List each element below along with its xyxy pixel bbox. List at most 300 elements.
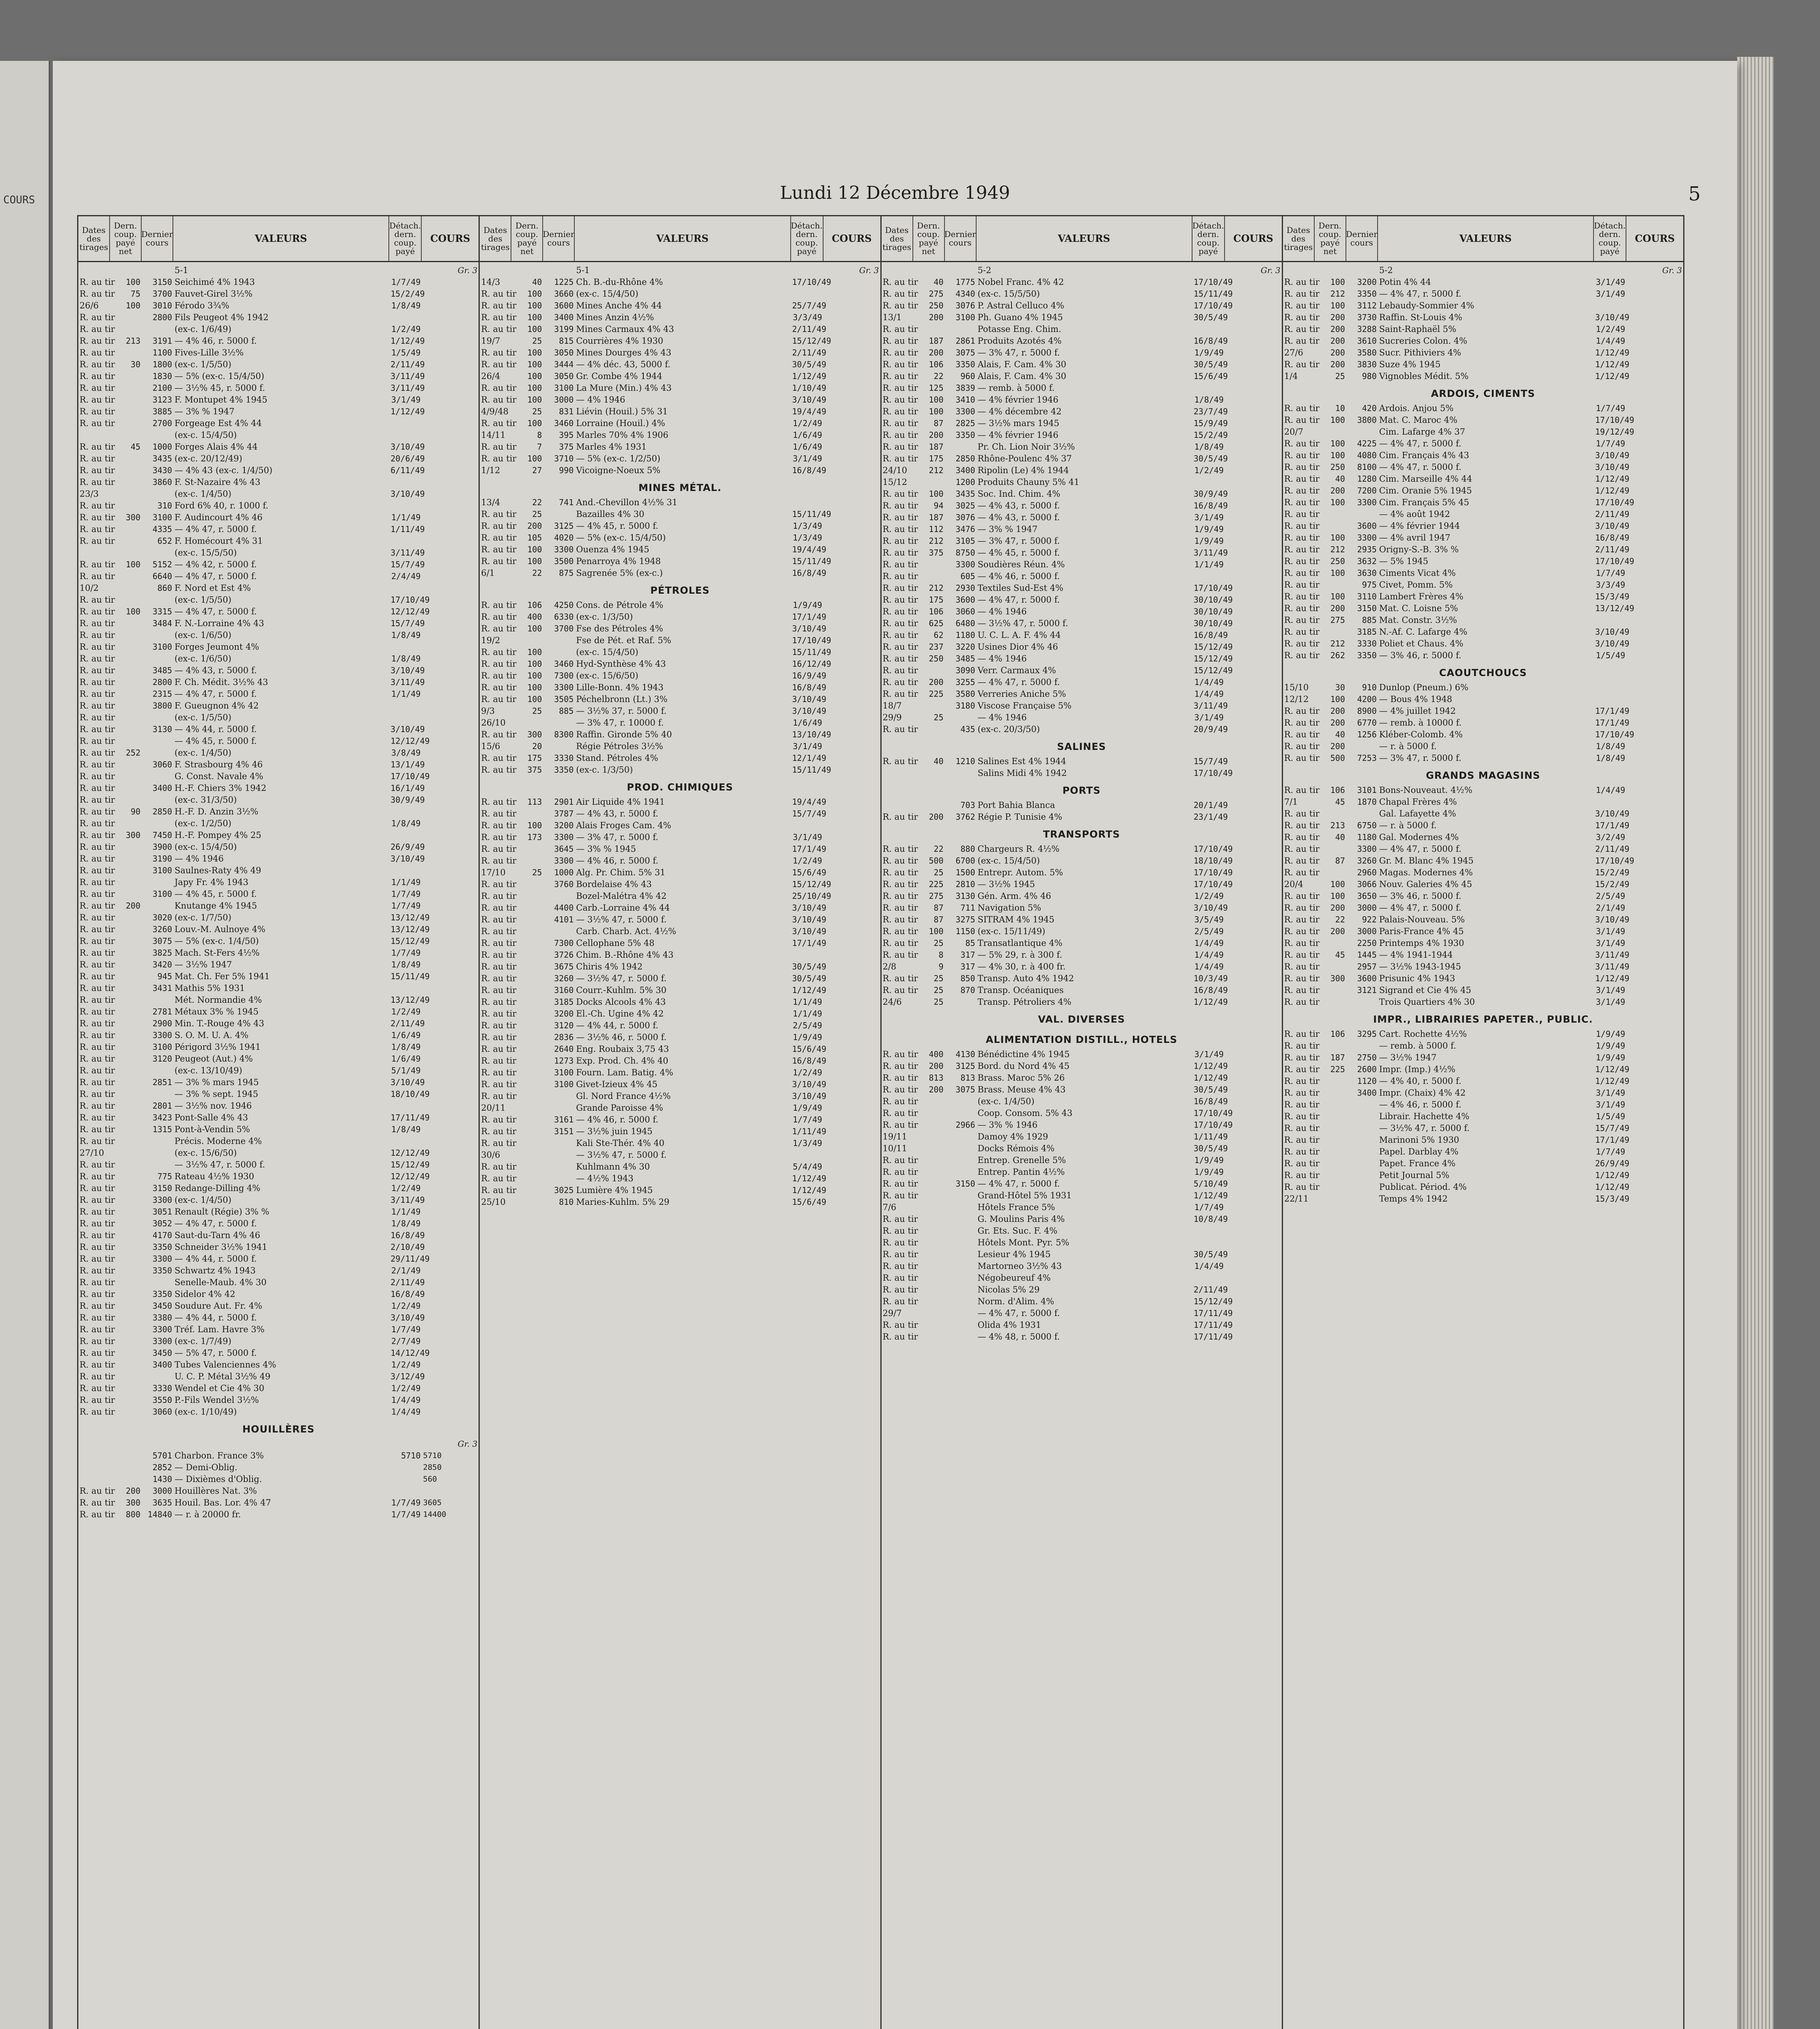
table-row bbox=[480, 658, 880, 670]
cell-date: R. au tir bbox=[1284, 856, 1320, 866]
cell-last-price bbox=[945, 1213, 977, 1225]
cell-coupon: 100 bbox=[527, 545, 542, 554]
cell-last-price: 3100 bbox=[554, 383, 574, 393]
cell-coupon: 200 bbox=[929, 1085, 944, 1094]
cell-price bbox=[422, 359, 479, 370]
cell-detach: 1/12/49 bbox=[792, 985, 826, 995]
table-row bbox=[78, 523, 479, 535]
cell-last-price: 3300 bbox=[955, 407, 975, 416]
cell-last-price: 815 bbox=[559, 336, 574, 346]
cell-coupon: 22 bbox=[532, 498, 542, 507]
table-row bbox=[882, 973, 1282, 984]
cell-coupon: 100 bbox=[125, 560, 140, 569]
table-row bbox=[480, 441, 880, 453]
cell-coupon bbox=[511, 635, 543, 646]
cell-detach: 1/8/49 bbox=[391, 1219, 421, 1228]
cell-detach: 3/10/49 bbox=[792, 624, 826, 633]
header-dates: Dates des tirages bbox=[78, 216, 110, 261]
cell-coupon bbox=[110, 1473, 142, 1485]
cell-price bbox=[1626, 820, 1683, 831]
cell-coupon bbox=[1315, 508, 1346, 520]
cell-coupon: 200 bbox=[1330, 741, 1345, 751]
cell-price bbox=[824, 820, 880, 831]
cell-last-price: 3200 bbox=[554, 1009, 574, 1019]
cell-date: R. au tir bbox=[481, 289, 517, 299]
cell-detach: 1/5/49 bbox=[391, 348, 421, 358]
table-row bbox=[882, 1107, 1282, 1119]
cell-last-price: 703 bbox=[960, 800, 975, 810]
cell-date: 7/6 bbox=[882, 1202, 897, 1212]
cell-last-price: 3460 bbox=[554, 418, 574, 428]
cell-detach: 30/9/49 bbox=[1193, 489, 1228, 499]
cell-last-price: 1830 bbox=[152, 371, 172, 381]
cell-date: R. au tir bbox=[882, 1191, 918, 1200]
table-row bbox=[480, 567, 880, 579]
cell-price bbox=[1626, 1099, 1683, 1111]
cell-detach: 3/1/49 bbox=[1596, 1088, 1625, 1098]
cell-date: R. au tir bbox=[1284, 1147, 1320, 1157]
cell-coupon bbox=[511, 1173, 543, 1185]
cell-coupon bbox=[1315, 1134, 1346, 1146]
cell-last-price: 3800 bbox=[1357, 415, 1377, 425]
cell-security: Chim. B.-Rhône 4% 43 bbox=[576, 950, 674, 960]
cell-last-price: 885 bbox=[1362, 615, 1377, 625]
cell-coupon: 100 bbox=[929, 926, 944, 936]
cell-price bbox=[422, 1253, 479, 1265]
cell-last-price: 3090 bbox=[955, 666, 975, 675]
table-row bbox=[78, 1030, 479, 1041]
cell-detach: 2/11/49 bbox=[792, 324, 826, 334]
cell-detach: 3/1/49 bbox=[793, 454, 822, 463]
cell-detach: 1/12/49 bbox=[1595, 360, 1630, 369]
cell-date: R. au tir bbox=[481, 683, 517, 692]
cell-price bbox=[824, 323, 880, 335]
cell-price bbox=[1225, 1213, 1282, 1225]
table-row bbox=[480, 879, 880, 890]
cell-last-price: 3300 bbox=[152, 1336, 172, 1346]
cell-date: R. au tir bbox=[481, 312, 517, 322]
table-row bbox=[480, 429, 880, 441]
table-row bbox=[1283, 705, 1683, 717]
cell-date: R. au tir bbox=[80, 571, 115, 581]
cell-price bbox=[1225, 1131, 1282, 1143]
cell-date: R. au tir bbox=[80, 642, 115, 652]
header-last-coupon: Dern. coup. payé net bbox=[913, 216, 945, 261]
cell-date: R. au tir bbox=[481, 891, 517, 901]
cell-price bbox=[824, 359, 880, 370]
header-detach: Détach. dern. coup. payé bbox=[389, 216, 422, 261]
cell-date: R. au tir bbox=[80, 312, 115, 322]
cell-security: Stand. Pétroles 4% bbox=[576, 753, 658, 763]
cell-security: — 4% 46, r. 5000 f. bbox=[977, 571, 1060, 581]
cell-last-price: 4200 bbox=[1357, 694, 1377, 704]
cell-price bbox=[824, 556, 880, 567]
cell-date: R. au tir bbox=[1284, 1123, 1320, 1133]
cell-price bbox=[824, 441, 880, 453]
cell-security: — 3% % 1946 bbox=[977, 1120, 1038, 1130]
cell-last-price: 3420 bbox=[152, 960, 172, 969]
cell-coupon bbox=[511, 843, 543, 855]
table-row bbox=[78, 1159, 479, 1171]
cell-price bbox=[824, 705, 880, 717]
cell-detach: 1/4/49 bbox=[1194, 962, 1224, 971]
cell-date: R. au tir bbox=[80, 677, 115, 687]
cell-security: Lorraine (Houil.) 4% bbox=[576, 418, 665, 428]
cell-price bbox=[1225, 418, 1282, 429]
cell-date: R. au tir bbox=[481, 442, 517, 452]
cell-date: R. au tir bbox=[80, 1254, 115, 1264]
cell-detach: 3/10/49 bbox=[792, 706, 826, 716]
section-heading: CAOUTCHOUCS bbox=[1439, 667, 1527, 678]
cell-security: Raffin. Gironde 5% 40 bbox=[576, 730, 672, 739]
cell-security: — 3½% 47, r. 5000 f. bbox=[977, 618, 1068, 628]
cell-security: Marles 70% 4% 1906 bbox=[576, 430, 668, 440]
cell-last-price: 3220 bbox=[955, 642, 975, 652]
cell-coupon: 100 bbox=[1330, 568, 1345, 578]
cell-detach: 17/1/49 bbox=[1595, 706, 1630, 716]
cell-detach bbox=[389, 1135, 422, 1147]
cell-detach: 1/12/49 bbox=[1193, 1073, 1228, 1083]
cell-date: R. au tir bbox=[1284, 938, 1320, 948]
cell-date: 14/3 bbox=[481, 277, 500, 287]
cell-coupon: 100 bbox=[125, 607, 140, 616]
cell-last-price bbox=[142, 1438, 173, 1450]
header-detach: Détach. dern. coup. payé bbox=[1594, 216, 1626, 261]
cell-last-price: 3450 bbox=[152, 1348, 172, 1358]
cell-price bbox=[1626, 450, 1683, 461]
cell-last-price: 875 bbox=[559, 568, 574, 578]
cell-detach: 13/12/49 bbox=[390, 924, 430, 934]
cell-date: 7/1 bbox=[1284, 797, 1298, 807]
table-row bbox=[480, 276, 880, 288]
cell-price bbox=[1225, 973, 1282, 984]
header-last-coupon: Dern. coup. payé net bbox=[1315, 216, 1346, 261]
cell-date: R. au tir bbox=[882, 407, 918, 416]
cell-coupon: 212 bbox=[929, 583, 944, 593]
cell-coupon bbox=[110, 982, 142, 994]
cell-price bbox=[1225, 1107, 1282, 1119]
cell-price bbox=[1225, 559, 1282, 571]
cell-security: Nobel Franc. 4% 42 bbox=[977, 277, 1064, 287]
cell-coupon: 100 bbox=[1330, 415, 1345, 425]
cell-price bbox=[1626, 914, 1683, 926]
cell-price bbox=[422, 959, 479, 971]
table-row bbox=[882, 799, 1282, 811]
cell-price bbox=[422, 1030, 479, 1041]
cell-detach: 12/12/49 bbox=[390, 736, 430, 746]
cell-last-price: 1180 bbox=[955, 630, 975, 640]
cell-price bbox=[422, 1206, 479, 1218]
cell-date: R. au tir bbox=[882, 756, 918, 766]
cell-security: Transp. Pétroliers 4% bbox=[977, 997, 1072, 1007]
cell-price bbox=[1626, 741, 1683, 752]
cell-price bbox=[422, 1371, 479, 1383]
cell-last-price: 945 bbox=[157, 971, 172, 981]
table-row bbox=[480, 1185, 880, 1196]
cell-detach bbox=[389, 429, 422, 441]
cell-date: R. au tir bbox=[882, 1261, 918, 1271]
cell-security: — 4% 40, r. 5000 f. bbox=[1379, 1076, 1462, 1086]
table-row bbox=[480, 890, 880, 902]
cell-coupon: 225 bbox=[1330, 1064, 1345, 1074]
cell-price bbox=[1626, 567, 1683, 579]
table-row bbox=[480, 843, 880, 855]
cell-last-price: 3485 bbox=[955, 654, 975, 663]
cell-date: R. au tir bbox=[1284, 1100, 1320, 1109]
cell-coupon: 300 bbox=[125, 830, 140, 840]
cell-coupon: 40 bbox=[1335, 832, 1345, 842]
cell-date: R. au tir bbox=[1284, 301, 1320, 310]
cell-security: Bénédictine 4% 1945 bbox=[977, 1049, 1070, 1059]
cell-coupon: 100 bbox=[527, 659, 542, 669]
cell-coupon: 100 bbox=[527, 312, 542, 322]
cell-price bbox=[824, 717, 880, 729]
cell-coupon bbox=[110, 618, 142, 629]
cell-last-price: 1870 bbox=[1357, 797, 1377, 807]
section-heading: ALIMENTATION DISTILL., HOTELS bbox=[985, 1034, 1177, 1045]
cell-coupon: 22 bbox=[532, 568, 542, 578]
cell-price bbox=[1225, 1178, 1282, 1190]
cell-detach: 2/4/49 bbox=[391, 571, 421, 581]
table-row bbox=[1283, 961, 1683, 973]
cell-coupon: 7 bbox=[537, 442, 542, 452]
cell-detach bbox=[1192, 1272, 1225, 1284]
cell-coupon: 100 bbox=[527, 360, 542, 369]
table-row bbox=[1283, 1052, 1683, 1064]
cell-coupon bbox=[913, 323, 945, 335]
cell-date: R. au tir bbox=[481, 856, 517, 866]
cell-price bbox=[422, 806, 479, 818]
cell-price bbox=[824, 729, 880, 741]
cell-date: R. au tir bbox=[481, 360, 517, 369]
cell-security: — 3% % sept. 1945 bbox=[175, 1089, 259, 1099]
table-row bbox=[78, 1473, 479, 1485]
table-row bbox=[78, 629, 479, 641]
cell-last-price bbox=[142, 735, 173, 747]
cell-price bbox=[1626, 1028, 1683, 1040]
cell-coupon: 187 bbox=[1330, 1053, 1345, 1062]
cell-last-price: 2810 bbox=[955, 879, 975, 889]
table-row bbox=[882, 406, 1282, 418]
cell-last-price: 3444 bbox=[554, 360, 574, 369]
cell-security: Grand-Hôtel 5% 1931 bbox=[977, 1191, 1072, 1200]
cell-security: Précis. Moderne 4% bbox=[175, 1136, 262, 1146]
cell-coupon: 45 bbox=[130, 442, 140, 452]
table-row bbox=[882, 1319, 1282, 1331]
cell-price bbox=[1225, 1072, 1282, 1084]
cell-last-price: 1100 bbox=[152, 348, 172, 358]
cell-detach: 1/12/49 bbox=[792, 1185, 826, 1195]
cell-date: R. au tir bbox=[882, 536, 918, 546]
cell-price bbox=[1626, 1087, 1683, 1099]
cell-last-price bbox=[945, 1225, 977, 1237]
cell-price bbox=[422, 712, 479, 724]
cell-coupon bbox=[110, 571, 142, 582]
cell-last-price: 3350 bbox=[152, 1242, 172, 1252]
cell-price bbox=[422, 441, 479, 453]
cell-security: — Dixièmes d'Oblig. bbox=[175, 1474, 262, 1484]
cell-coupon bbox=[913, 559, 945, 571]
cell-date: 4/9/48 bbox=[481, 407, 509, 416]
cell-security: — 4% 47, r. 5000 f. bbox=[1379, 462, 1462, 472]
cell-security: — 3% 47, r. 10000 f. bbox=[576, 718, 664, 728]
cell-security: Librair. Hachette 4% bbox=[1379, 1111, 1470, 1121]
cell-date bbox=[78, 1438, 110, 1450]
cell-last-price bbox=[142, 712, 173, 724]
cell-detach: 3/1/49 bbox=[1596, 277, 1625, 287]
cell-date: R. au tir bbox=[882, 1096, 918, 1106]
cell-price bbox=[824, 808, 880, 820]
cell-date bbox=[78, 1473, 110, 1485]
cell-last-price bbox=[945, 1107, 977, 1119]
cell-detach: 1/8/49 bbox=[391, 960, 421, 969]
cell-detach: 1/6/49 bbox=[793, 718, 822, 728]
table-row bbox=[1283, 403, 1683, 414]
cell-last-price bbox=[945, 1237, 977, 1249]
cell-detach: 17/10/49 bbox=[1193, 301, 1233, 310]
cell-last-price bbox=[142, 771, 173, 782]
table-row bbox=[1283, 323, 1683, 335]
table-row bbox=[480, 984, 880, 996]
cell-detach: 20/1/49 bbox=[1193, 800, 1228, 810]
cell-security: (ex-c. 1/4/50) bbox=[175, 1195, 232, 1205]
cell-price bbox=[1626, 370, 1683, 382]
table-row bbox=[882, 1284, 1282, 1296]
cell-coupon: 87 bbox=[934, 903, 944, 913]
cell-coupon: 100 bbox=[527, 624, 542, 633]
header-securities: VALEURS bbox=[977, 216, 1192, 261]
cell-last-price: 3645 bbox=[554, 844, 574, 854]
cell-date: R. au tir bbox=[80, 830, 115, 840]
cell-last-price bbox=[543, 1161, 575, 1173]
cell-security: Gal. Modernes 4% bbox=[1379, 832, 1459, 842]
cell-last-price bbox=[945, 1296, 977, 1307]
cell-coupon: 100 bbox=[1330, 879, 1345, 889]
cell-detach: 1/4/49 bbox=[1194, 689, 1224, 699]
cell-price bbox=[1225, 1296, 1282, 1307]
cell-security: Alg. Pr. Chim. 5% 31 bbox=[576, 868, 666, 877]
cell-price bbox=[422, 888, 479, 900]
cell-price bbox=[422, 429, 479, 441]
cell-last-price: 860 bbox=[157, 583, 172, 593]
cell-price bbox=[422, 994, 479, 1006]
cell-price bbox=[1626, 591, 1683, 603]
cell-security: Pont-Salle 4% 43 bbox=[175, 1113, 248, 1122]
table-row bbox=[1283, 276, 1683, 288]
cell-date: R. au tir bbox=[80, 783, 115, 793]
cell-price bbox=[1225, 700, 1282, 712]
cell-security: Entrepr. Autom. 5% bbox=[977, 868, 1063, 877]
cell-price bbox=[824, 567, 880, 579]
cell-date: 22/11 bbox=[1284, 1194, 1309, 1204]
cell-price bbox=[422, 523, 479, 535]
table-row bbox=[78, 406, 479, 418]
cell-security: (ex-c. 1/4/50) bbox=[175, 489, 232, 499]
cell-price bbox=[1626, 949, 1683, 961]
table-row bbox=[78, 1218, 479, 1230]
cell-last-price: 3112 bbox=[1357, 301, 1377, 310]
cell-price bbox=[1225, 712, 1282, 724]
cell-security: — 4% 45, r. 5000 f. bbox=[175, 736, 257, 746]
cell-security: Temps 4% 1942 bbox=[1379, 1194, 1448, 1204]
cell-coupon: 100 bbox=[929, 489, 944, 499]
cell-date: R. au tir bbox=[481, 509, 517, 519]
cell-security: Senelle-Maub. 4% 30 bbox=[175, 1277, 267, 1287]
cell-detach: 17/11/49 bbox=[1193, 1332, 1233, 1342]
cell-last-price: 3125 bbox=[955, 1061, 975, 1071]
cell-price bbox=[824, 1137, 880, 1149]
cell-price bbox=[1225, 1331, 1282, 1343]
table-row bbox=[1283, 638, 1683, 650]
cell-security: — 3% 46, r. 5000 f. bbox=[1379, 891, 1462, 901]
cell-last-price bbox=[945, 767, 977, 779]
cell-price bbox=[422, 559, 479, 571]
group-code: 5-1 bbox=[576, 265, 590, 275]
cell-price bbox=[1225, 571, 1282, 582]
table-row bbox=[78, 1241, 479, 1253]
cell-coupon: 175 bbox=[929, 454, 944, 463]
cell-date: 30/6 bbox=[481, 1150, 500, 1160]
cell-coupon: 100 bbox=[527, 395, 542, 405]
table-row bbox=[882, 1072, 1282, 1084]
table-row bbox=[1283, 682, 1683, 694]
cell-coupon bbox=[913, 265, 945, 276]
cell-coupon: 187 bbox=[929, 442, 944, 452]
cell-security: — remb. à 10000 f. bbox=[1379, 718, 1462, 728]
cell-price bbox=[1225, 1084, 1282, 1096]
cell-detach: 19/4/49 bbox=[792, 797, 826, 807]
cell-security: Docks Rémois 4% bbox=[977, 1144, 1055, 1153]
table-row bbox=[1283, 1040, 1683, 1052]
table-row bbox=[882, 394, 1282, 406]
cell-price bbox=[1626, 984, 1683, 996]
header-securities: VALEURS bbox=[173, 216, 389, 261]
cell-date: R. au tir bbox=[481, 974, 517, 983]
cell-detach bbox=[1594, 614, 1626, 626]
cell-security: — 3½% 47, r. 5000 f. bbox=[576, 974, 667, 983]
cell-detach: 16/8/49 bbox=[1595, 533, 1630, 543]
cell-security: (ex-c. 15/6/50) bbox=[175, 1148, 237, 1158]
cell-price bbox=[1626, 784, 1683, 796]
cell-security: Carb. Charb. Act. 4½% bbox=[576, 926, 676, 936]
cell-security: — 4% 46, r. 5000 f. bbox=[1379, 1100, 1462, 1109]
cell-date: R. au tir bbox=[1284, 650, 1320, 660]
cell-coupon bbox=[110, 523, 142, 535]
cell-coupon bbox=[110, 347, 142, 359]
cell-coupon bbox=[1315, 626, 1346, 638]
cell-coupon: 20 bbox=[532, 741, 542, 751]
table-row bbox=[78, 370, 479, 382]
cell-coupon: 8 bbox=[938, 950, 944, 960]
cell-last-price: 3600 bbox=[955, 595, 975, 605]
cell-price bbox=[422, 1147, 479, 1159]
cell-price bbox=[422, 1100, 479, 1112]
cell-price bbox=[1626, 638, 1683, 650]
cell-detach: 5710 bbox=[401, 1451, 421, 1460]
group-title-row bbox=[78, 265, 479, 276]
cell-price bbox=[1225, 1155, 1282, 1166]
cell-price bbox=[422, 688, 479, 700]
cell-last-price bbox=[1346, 508, 1378, 520]
cell-last-price: 3600 bbox=[1357, 521, 1377, 531]
cell-last-price: 3860 bbox=[152, 477, 172, 487]
table-row bbox=[1283, 1111, 1683, 1122]
cell-date: R. au tir bbox=[481, 1056, 517, 1066]
cell-date bbox=[882, 799, 913, 811]
cell-date: R. au tir bbox=[80, 1230, 115, 1240]
cell-security: Trois Quartiers 4% 30 bbox=[1379, 997, 1475, 1007]
cell-coupon: 212 bbox=[1330, 289, 1345, 299]
